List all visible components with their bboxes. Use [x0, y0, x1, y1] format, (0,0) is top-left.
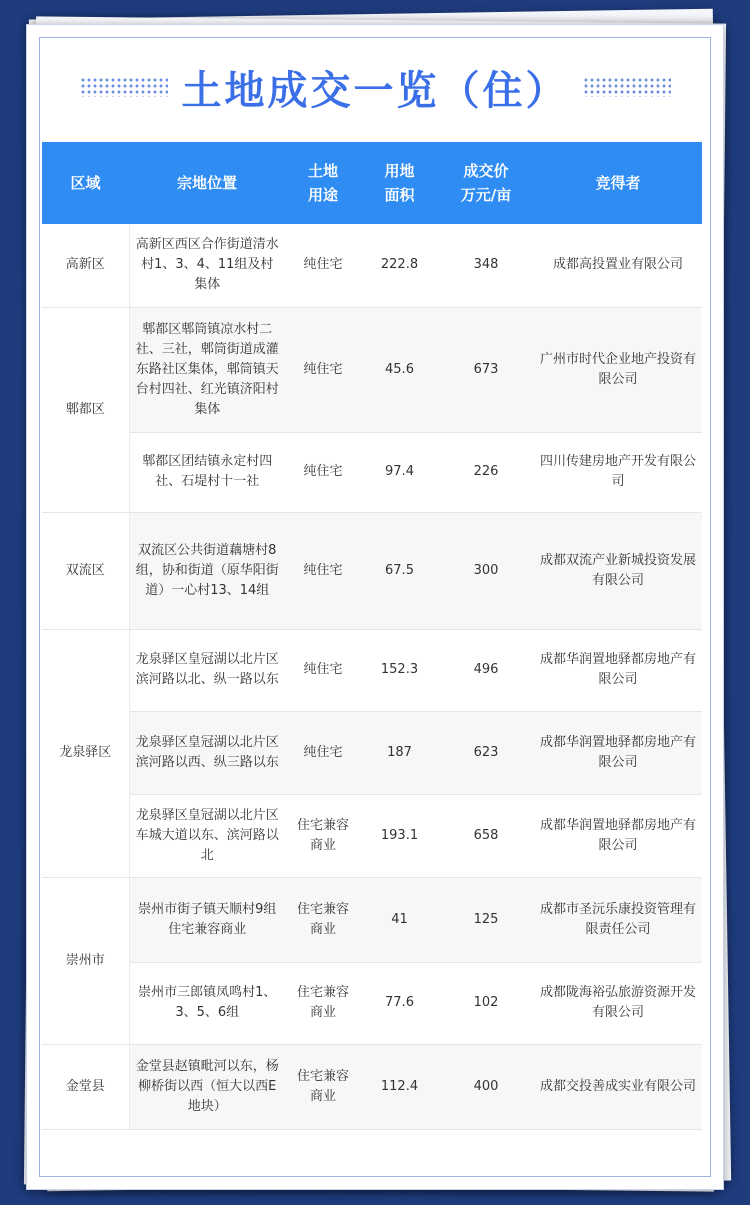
cell-location: 双流区公共街道藕塘村8组，协和街道（原华阳街道）一心村13、14组	[129, 512, 285, 629]
table-row	[42, 307, 702, 432]
table-row	[42, 629, 702, 711]
cell-use: 纯住宅	[285, 307, 361, 432]
page-title: 土地成交一览（住）	[181, 67, 569, 114]
cell-location: 龙泉驿区皇冠湖以北片区滨河路以北、纵一路以东	[129, 629, 285, 711]
cell-winner: 成都双流产业新城投资发展有限公司	[534, 512, 702, 629]
cell-use: 纯住宅	[285, 512, 361, 629]
cell-location: 郫都区团结镇永定村四社、石堤村十一社	[129, 432, 285, 512]
cell-use: 纯住宅	[285, 224, 361, 307]
cell-location: 崇州市街子镇天顺村9组住宅兼容商业	[129, 877, 285, 962]
header-district: 区域	[42, 142, 129, 224]
cell-area: 67.5	[361, 512, 438, 629]
cell-winner: 成都华润置地驿都房地产有限公司	[534, 629, 702, 711]
table-row	[42, 224, 702, 307]
cell-district: 郫都区	[42, 307, 129, 512]
cell-price: 623	[438, 711, 534, 794]
cell-area: 41	[361, 877, 438, 962]
cell-area: 112.4	[361, 1044, 438, 1129]
cell-use: 纯住宅	[285, 432, 361, 512]
cell-use: 住宅兼容商业	[285, 877, 361, 962]
table-row	[42, 794, 702, 877]
table-row	[42, 877, 702, 962]
cell-area: 45.6	[361, 307, 438, 432]
cell-district: 金堂县	[42, 1044, 129, 1129]
header-price: 成交价 万元/亩	[438, 142, 534, 224]
cell-price: 226	[438, 432, 534, 512]
cell-winner: 成都陇海裕弘旅游资源开发有限公司	[534, 962, 702, 1044]
cell-winner: 四川传建房地产开发有限公司	[534, 432, 702, 512]
cell-price: 300	[438, 512, 534, 629]
cell-location: 龙泉驿区皇冠湖以北片区车城大道以东、滨河路以北	[129, 794, 285, 877]
cell-location: 高新区西区合作街道清水村1、3、4、11组及村集体	[129, 224, 285, 307]
table-row	[42, 512, 702, 629]
title-bar	[27, 57, 723, 117]
header-location: 宗地位置	[129, 142, 285, 224]
paper-sheet	[26, 24, 724, 1190]
cell-price: 673	[438, 307, 534, 432]
dot-pattern-left	[80, 77, 168, 97]
cell-area: 97.4	[361, 432, 438, 512]
table-header-row	[42, 142, 702, 224]
cell-location: 金堂县赵镇毗河以东，杨柳桥街以西（恒大以西E地块）	[129, 1044, 285, 1129]
cell-price: 102	[438, 962, 534, 1044]
dot-pattern-right	[583, 77, 671, 97]
table-row	[42, 962, 702, 1044]
header-area: 用地 面积	[361, 142, 438, 224]
cell-use: 住宅兼容商业	[285, 794, 361, 877]
cell-use: 纯住宅	[285, 629, 361, 711]
cell-price: 125	[438, 877, 534, 962]
cell-area: 77.6	[361, 962, 438, 1044]
cell-area: 187	[361, 711, 438, 794]
cell-price: 348	[438, 224, 534, 307]
cell-winner: 成都市圣沅乐康投资管理有限责任公司	[534, 877, 702, 962]
table-row	[42, 711, 702, 794]
cell-winner: 成都高投置业有限公司	[534, 224, 702, 307]
cell-winner: 成都华润置地驿都房地产有限公司	[534, 711, 702, 794]
cell-district: 龙泉驿区	[42, 629, 129, 877]
header-winner: 竞得者	[534, 142, 702, 224]
cell-price: 496	[438, 629, 534, 711]
cell-use: 住宅兼容商业	[285, 1044, 361, 1129]
land-transaction-table	[42, 142, 702, 1130]
cell-district: 高新区	[42, 224, 129, 307]
cell-winner: 广州市时代企业地产投资有限公司	[534, 307, 702, 432]
cell-area: 152.3	[361, 629, 438, 711]
cell-district: 双流区	[42, 512, 129, 629]
cell-winner: 成都交投善成实业有限公司	[534, 1044, 702, 1129]
cell-use: 住宅兼容商业	[285, 962, 361, 1044]
table-row	[42, 1044, 702, 1129]
cell-area: 193.1	[361, 794, 438, 877]
cell-district: 崇州市	[42, 877, 129, 1044]
cell-area: 222.8	[361, 224, 438, 307]
header-land-use: 土地 用途	[285, 142, 361, 224]
cell-winner: 成都华润置地驿都房地产有限公司	[534, 794, 702, 877]
cell-price: 658	[438, 794, 534, 877]
cell-location: 龙泉驿区皇冠湖以北片区滨河路以西、纵三路以东	[129, 711, 285, 794]
cell-price: 400	[438, 1044, 534, 1129]
cell-location: 郫都区郫筒镇凉水村二社、三社，郫筒街道成灌东路社区集体，郫筒镇天台村四社、红光镇济阳村集体	[129, 307, 285, 432]
cell-use: 纯住宅	[285, 711, 361, 794]
table-row	[42, 432, 702, 512]
cell-location: 崇州市三郎镇凤鸣村1、3、5、6组	[129, 962, 285, 1044]
